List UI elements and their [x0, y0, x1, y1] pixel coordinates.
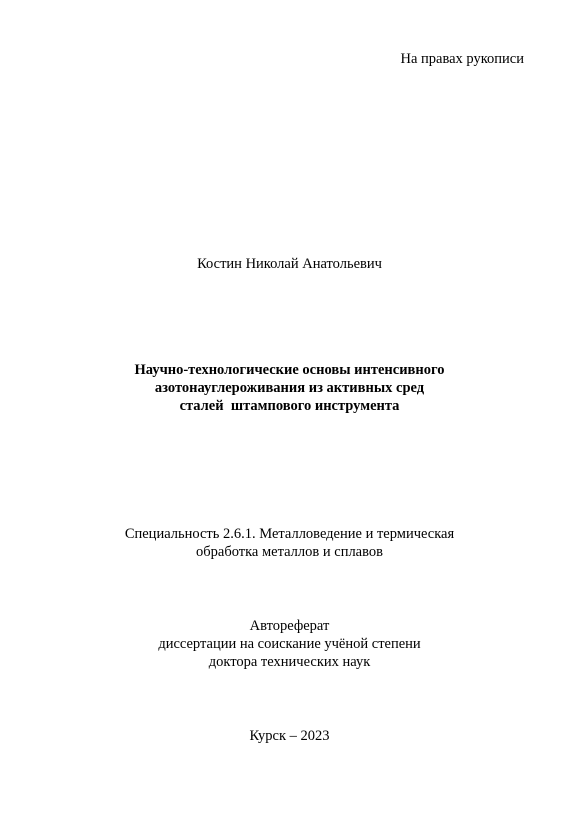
abstract-line: доктора технических наук [208, 654, 371, 670]
specialty-line: Специальность 2.6.1. Металловедение и термическая [124, 526, 455, 542]
title-line: Научно-технологические основы интенсивного [134, 362, 445, 378]
specialty [0, 525, 579, 561]
abstract-line: диссертации на соискание учёной степени [158, 636, 421, 652]
place-and-year: Курск – 2023 [249, 728, 330, 744]
title-line: азотонауглероживания из активных сред [154, 380, 425, 396]
abstract-line: Автореферат [249, 618, 330, 634]
author-name: Костин Николай Анатольевич [197, 256, 382, 272]
title-line: сталей штампового инструмента [179, 398, 400, 414]
specialty-line: обработка металлов и сплавов [196, 544, 383, 560]
abstract-description [0, 617, 579, 671]
manuscript-rights-note: На правах рукописи [400, 51, 524, 67]
dissertation-title [0, 361, 579, 415]
